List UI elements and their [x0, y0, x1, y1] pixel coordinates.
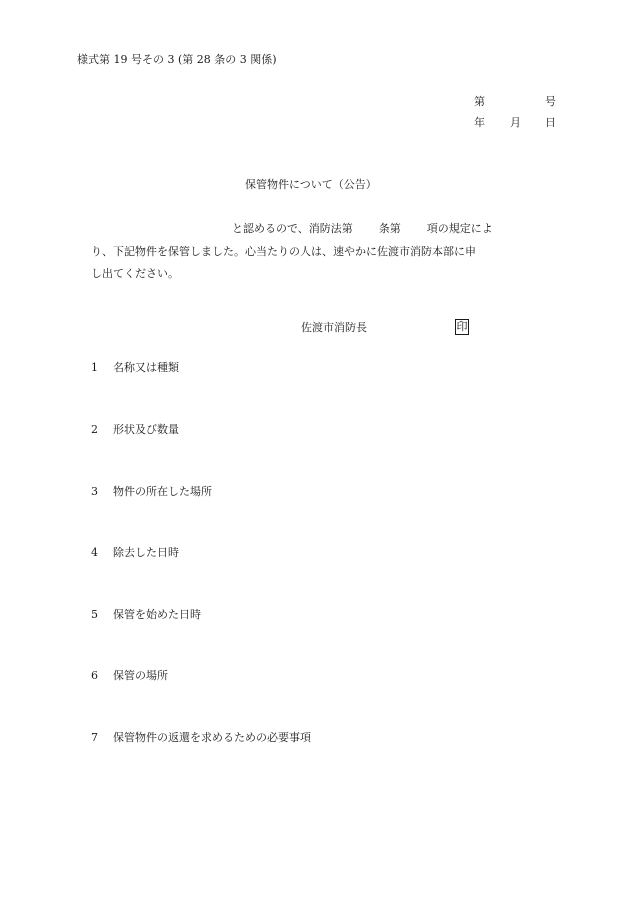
item-number: 3 — [91, 485, 98, 498]
item-label: 形状及び数量 — [113, 423, 179, 436]
item-number: 5 — [91, 608, 98, 621]
body-line-1-part-1: と認めるので、消防法第 — [232, 222, 353, 235]
seal-mark: 印 — [456, 320, 468, 333]
body-line-1 — [78, 218, 518, 241]
body-line-3: し出てください。 — [91, 267, 179, 280]
body-line-1-part-2: 条第 — [378, 222, 401, 235]
list-item — [91, 486, 212, 497]
date-day-label: 日 — [545, 116, 556, 129]
document-number-prefix: 第 — [474, 95, 485, 108]
item-number: 7 — [91, 731, 98, 744]
list-item — [91, 732, 311, 743]
item-number: 6 — [91, 669, 98, 682]
list-item — [91, 609, 201, 620]
body-line-1-part-3: 項の規定によ — [426, 222, 493, 235]
page-title: 保管物件について（公告） — [245, 178, 377, 191]
item-number: 4 — [91, 546, 98, 559]
form-number: 様式第 19 号その 3 (第 28 条の 3 関係) — [77, 53, 277, 66]
item-label: 物件の所在した場所 — [113, 485, 212, 498]
item-label: 保管を始めた日時 — [113, 608, 201, 621]
list-item — [91, 547, 179, 558]
document-number-suffix: 号 — [545, 95, 556, 108]
item-label: 除去した日時 — [113, 546, 179, 559]
item-label: 名称又は種類 — [113, 361, 179, 374]
signer-name: 佐渡市消防長 — [301, 321, 367, 334]
list-item — [91, 424, 179, 435]
list-item — [91, 670, 168, 681]
item-label: 保管の場所 — [113, 669, 168, 682]
body-line-2: り、下記物件を保管しました。心当たりの人は、速やかに佐渡市消防本部に申 — [91, 244, 476, 258]
date-month-label: 月 — [510, 116, 521, 129]
item-number: 2 — [91, 423, 98, 436]
item-label: 保管物件の返還を求めるための必要事項 — [113, 731, 311, 744]
item-number: 1 — [91, 361, 98, 374]
date-year-label: 年 — [474, 116, 485, 129]
body-paragraph — [78, 218, 518, 286]
list-item — [91, 362, 179, 373]
